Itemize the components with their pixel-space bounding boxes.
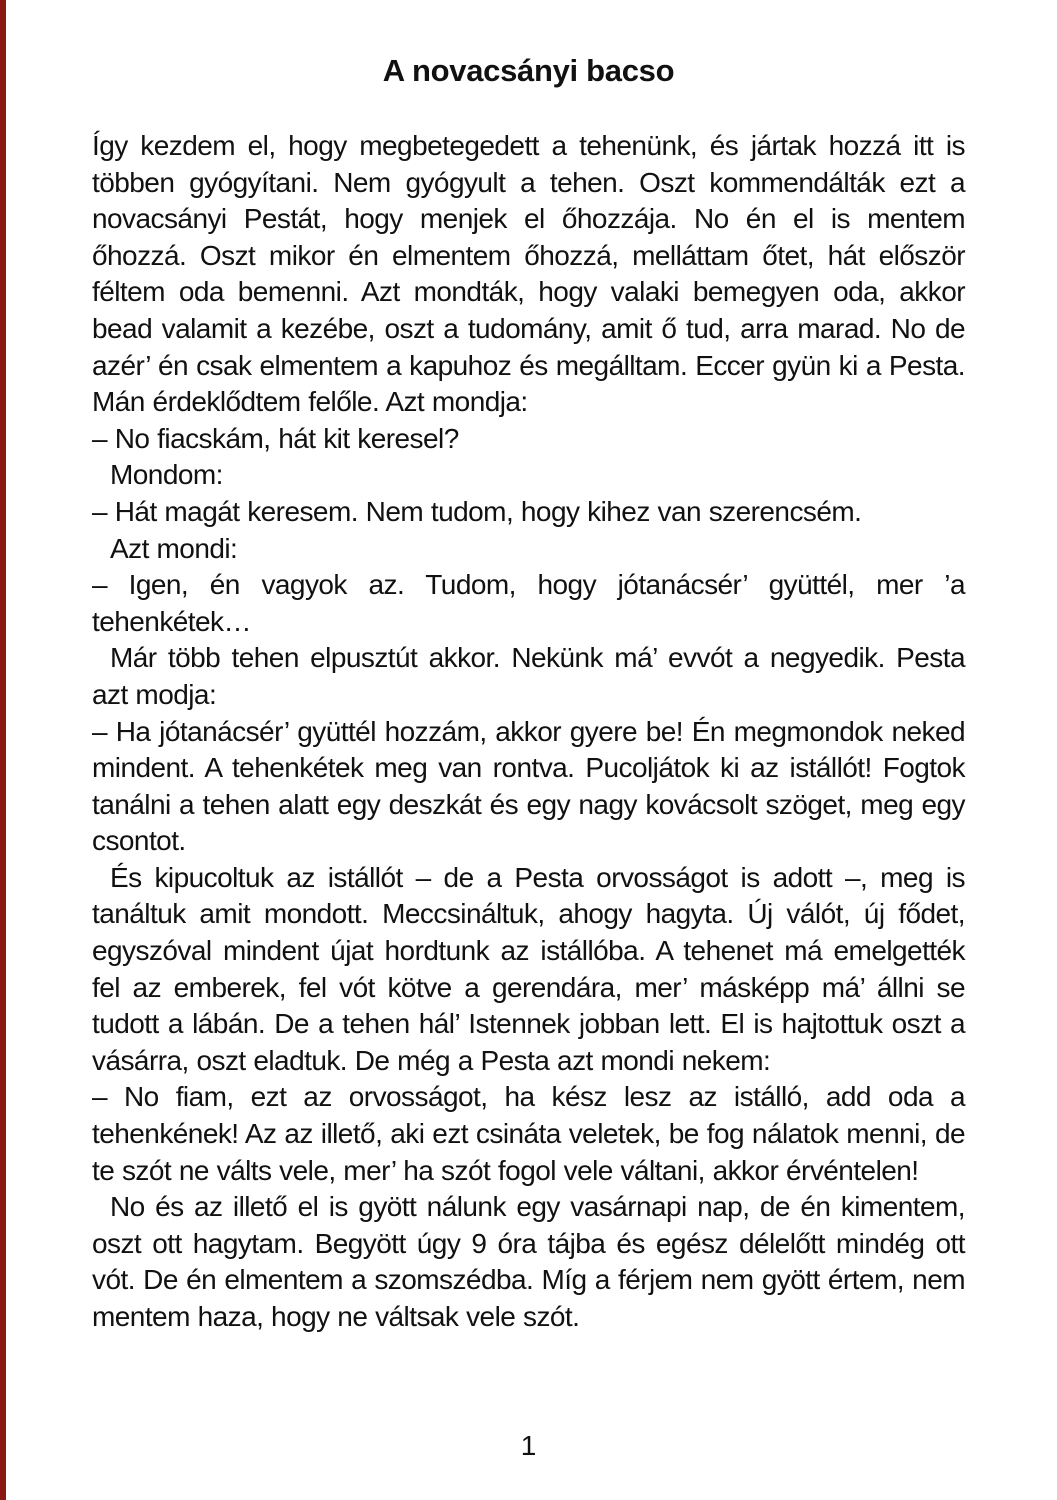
paragraph: – Igen, én vagyok az. Tudom, hogy jótanácsér’ gyüttél, mer ’a tehenkétek… <box>92 569 965 637</box>
paragraph: – No fiacskám, hát kit keresel? <box>92 422 459 454</box>
left-accent-bar <box>0 0 6 1500</box>
paragraph: Mondom: <box>110 459 223 491</box>
paragraph: No és az illető el is gyött nálunk egy vasárnapi nap, de én kimentem, oszt ott hagytam. Begyött úgy 9 óra tájba és egész délelőtt mindég ott vót. De én elmentem a szomszédba. Míg a férjem nem gyött értem, nem mentem haza, hogy ne váltsak vele szót. <box>92 1191 965 1332</box>
paragraph: És kipucoltuk az istállót – de a Pesta orvosságot is adott –, meg is tanáltuk amit mondott. Meccsináltuk, ahogy hagyta. Új válót, új fődet, egyszóval mindent újat hordtunk az istállóba. A tehenet má emelgették fel az emberek, fel vót kötve a gerendára, mer’ másképp má’ állni se tudott a lábán. De a tehen hál’ Istennek jobban lett. El is hajtottuk oszt a vásárra, oszt eladtuk. De még a Pesta azt mondi nekem: <box>92 861 965 1076</box>
paragraph-container <box>92 128 965 1336</box>
paragraph: Így kezdem el, hogy megbetegedett a tehenünk, és jártak hozzá itt is többen gyógyítani. Nem gyógyult a tehen. Oszt kommendálták ezt a novacsányi Pestát, hogy menjek el őhozzája. No én el is mentem őhozzá. Oszt mikor én elmentem őhozzá, melláttam őtet, hát először féltem oda bemenni. Azt mondták, hogy valaki bemegyen oda, akkor bead valamit a kezébe, oszt a tudomány, amit ő tud, arra marad. No de azér’ én csak elmentem a kapuhoz és megálltam. Eccer gyün ki a Pesta. Mán érdeklődtem felőle. Azt mondja: <box>92 130 965 418</box>
paragraph: Már több tehen elpusztút akkor. Nekünk má’ evvót a negyedik. Pesta azt modja: <box>92 642 965 710</box>
paragraph: – Ha jótanácsér’ gyüttél hozzám, akkor gyere be! Én megmondok neked mindent. A tehenkétek meg van rontva. Pucoljátok ki az istállót! Fogtok tanálni a tehen alatt egy deszkát és egy nagy kovácsolt szöget, meg egy csontot. <box>92 715 965 857</box>
page-number: 1 <box>520 1430 537 1461</box>
paragraph: – No fiam, ezt az orvosságot, ha kész lesz az istálló, add oda a tehenkének! Az az illető, aki ezt csináta veletek, be fog nálatok menni, de te szót ne válts vele, mer’ ha szót fogol vele váltani, akkor érvéntelen! <box>92 1081 965 1186</box>
page-content <box>92 52 965 1336</box>
paragraph: Azt mondi: <box>110 532 238 564</box>
document-title: A novacsányi bacso <box>382 53 675 88</box>
paragraph: – Hát magát keresem. Nem tudom, hogy kihez van szerencsém. <box>92 495 862 527</box>
